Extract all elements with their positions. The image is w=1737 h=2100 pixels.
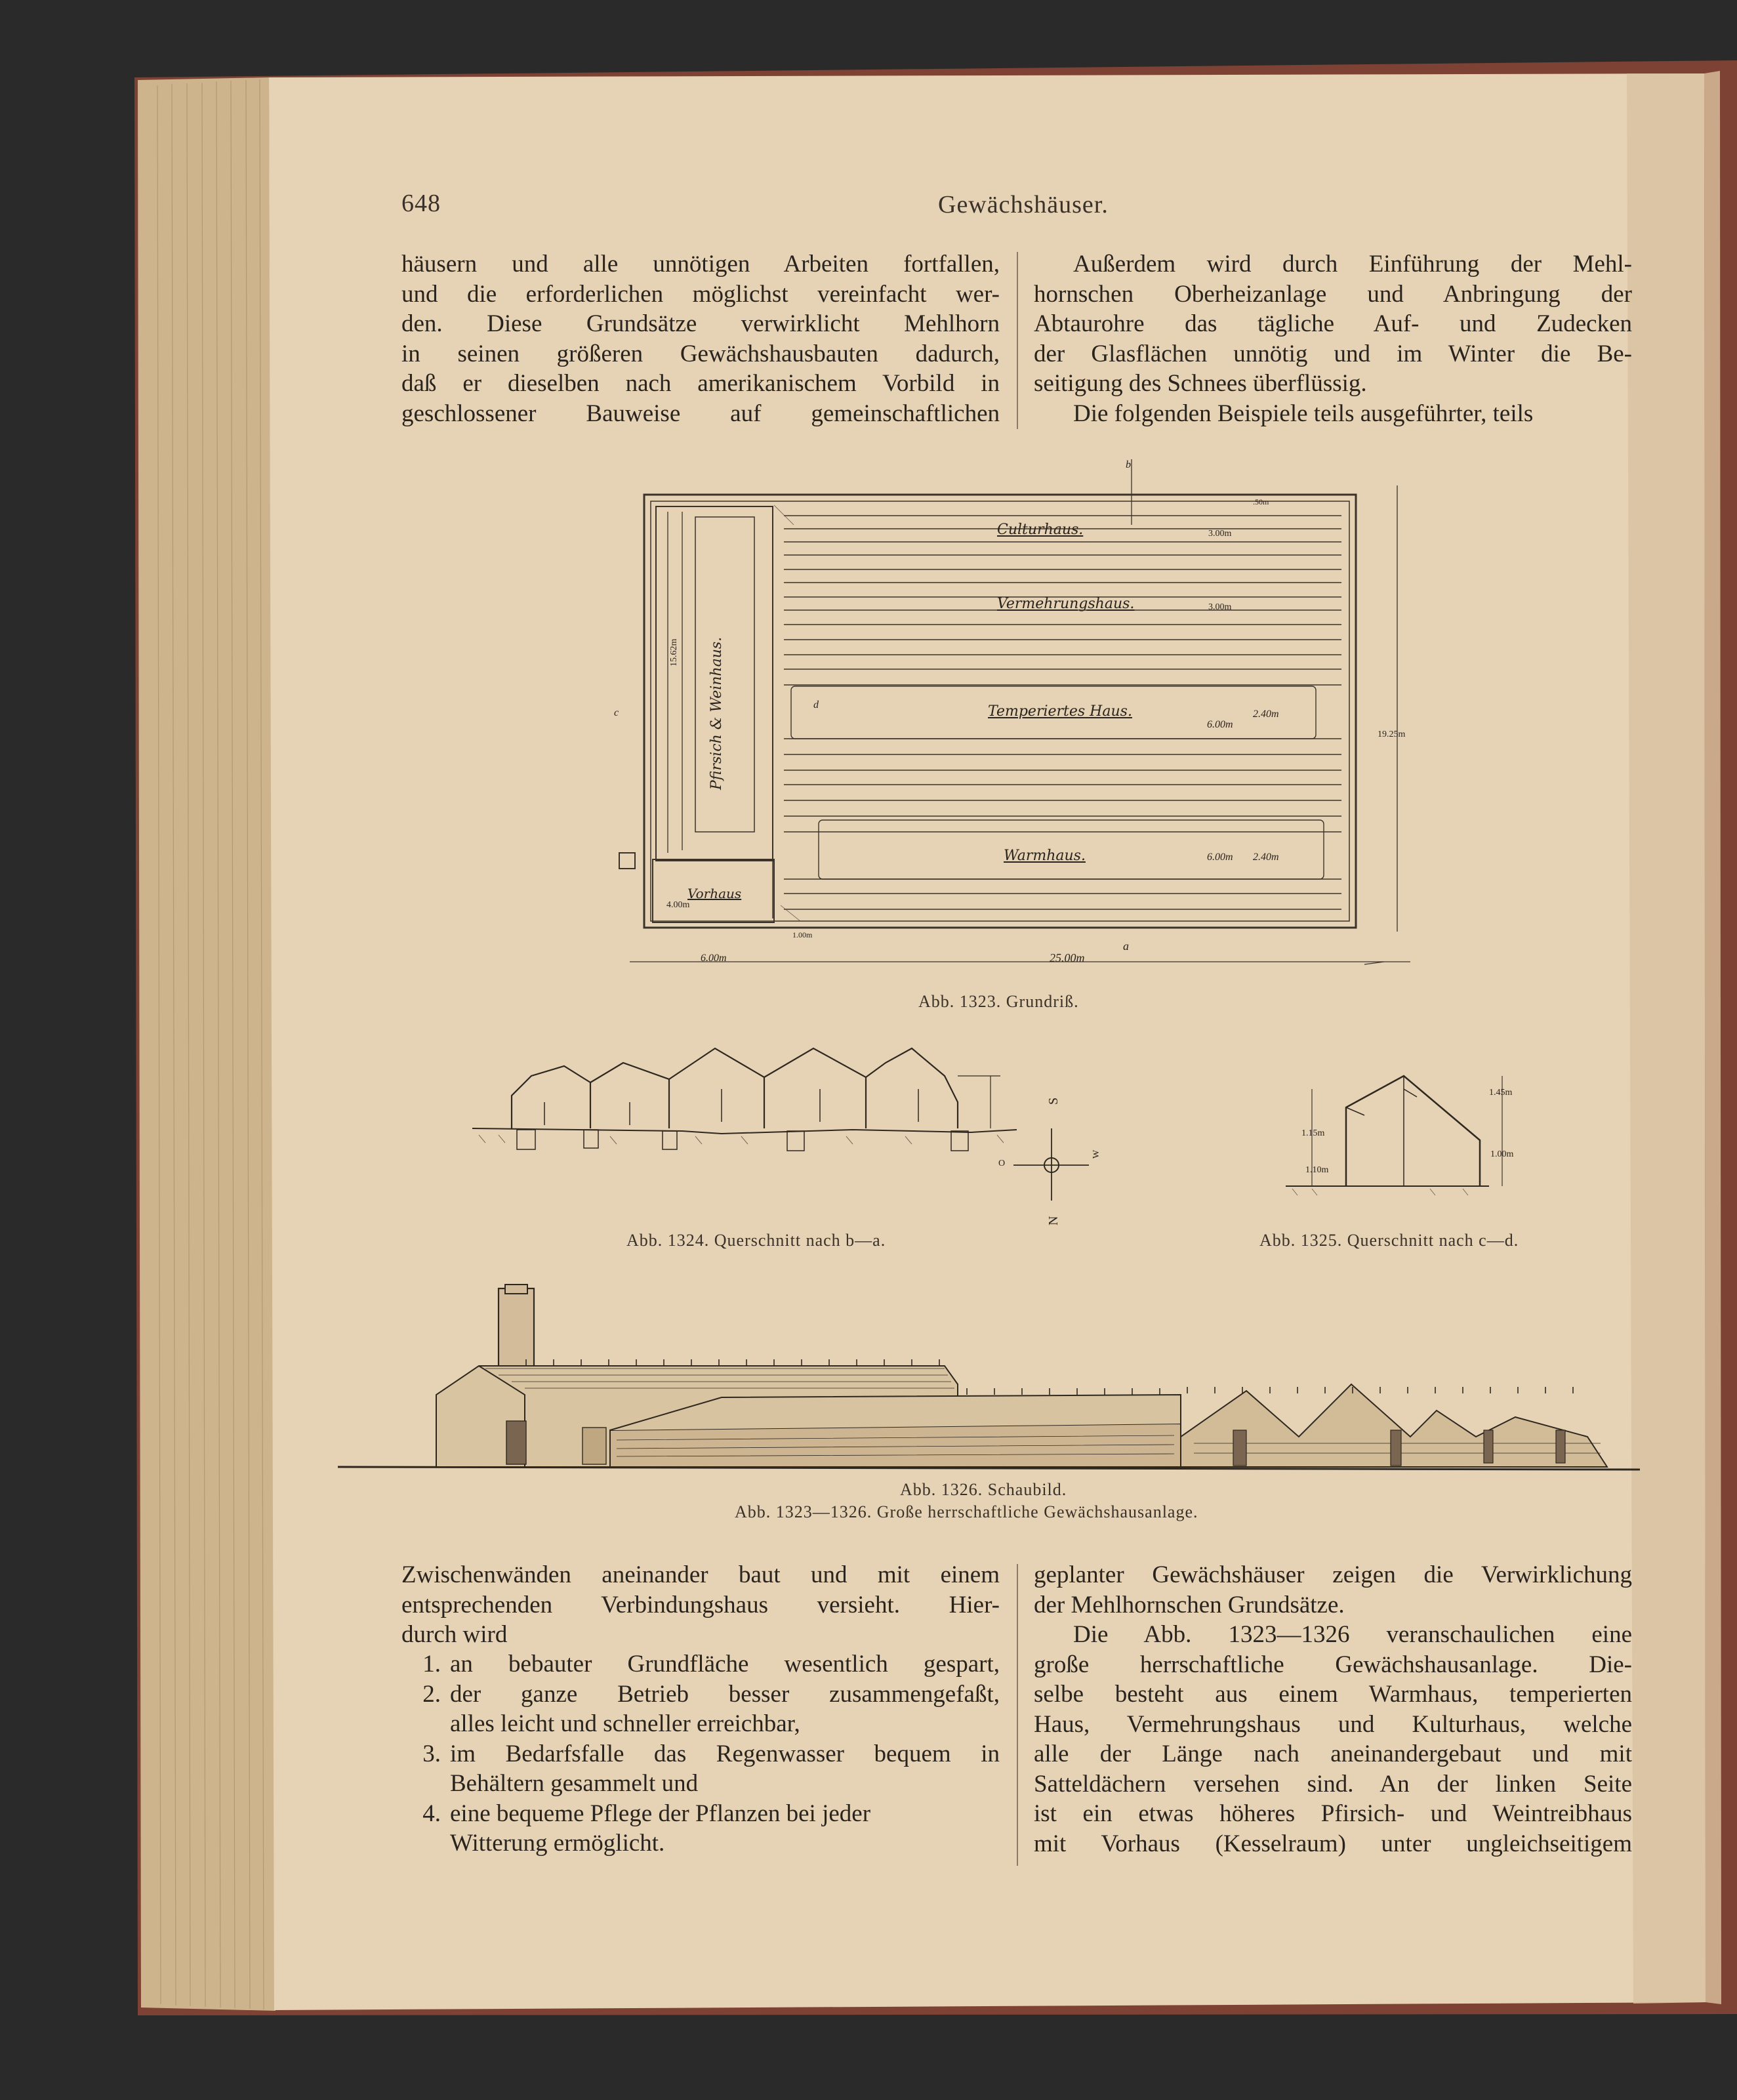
list-item — [401, 1799, 1000, 1829]
text-line: Satteldächern versehen sind. An der linken Seite — [1034, 1770, 1632, 1798]
list-item-text: im Bedarfsfalle das Regenwasser bequem in — [450, 1740, 1000, 1767]
list-item-number — [401, 1709, 450, 1739]
compass-n: N — [1046, 1216, 1061, 1225]
text-line: und die erforderlichen möglichst vereinfacht wer- — [401, 280, 1000, 308]
perspective-door-1 — [506, 1421, 526, 1464]
plan-label-pfirsich-house: Pfirsich & Weinhaus. — [708, 636, 725, 790]
list-item — [401, 1769, 1000, 1799]
numbered-list — [401, 1649, 1000, 1859]
plan-label-culturhaus: Culturhaus. — [997, 522, 1084, 538]
text-line: selbe besteht aus einem Warmhaus, temperierten — [1034, 1681, 1632, 1708]
plan-dim-240-b: 2.40m — [1253, 852, 1279, 863]
text-line: große herrschaftliche Gewächshausanlage. Die- — [1034, 1651, 1632, 1678]
list-item-number — [401, 1769, 450, 1799]
list-item — [401, 1828, 1000, 1859]
perspective-door-5 — [1484, 1430, 1493, 1463]
plan-dim-100: 1.00m — [792, 930, 813, 939]
compass-o: O — [998, 1159, 1006, 1168]
text-line: ist ein etwas höheres Pfirsich- und Weintreibhaus — [1034, 1800, 1632, 1827]
list-item-number: 4. — [422, 1800, 441, 1827]
list-item — [401, 1679, 1000, 1710]
column-rule-bottom — [1017, 1564, 1018, 1866]
text-line: Abtaurohre das tägliche Auf- und Zudecken — [1034, 310, 1632, 337]
plan-letter-c: c — [614, 707, 619, 718]
list-item — [401, 1739, 1000, 1769]
perspective-chimney — [499, 1288, 534, 1367]
caption-abb-1326: Abb. 1326. Schaubild. — [900, 1480, 1067, 1499]
list-item-text: der ganze Betrieb besser zusammengefaßt, — [450, 1680, 1000, 1708]
list-item-number: 1. — [422, 1651, 441, 1678]
plan-dim-1925: 19.25m — [1378, 730, 1406, 739]
list-item-text: eine bequeme Pflege der Pflanzen bei jeder — [450, 1800, 871, 1827]
plan-label-vermehrungshaus: Vermehrungshaus. — [997, 596, 1135, 612]
plan-dim-050: .50m — [1253, 497, 1269, 506]
text-line: geschlossener Bauweise auf gemeinschaftlichen — [401, 400, 1000, 427]
plan-dim-300-b: 3.00m — [1208, 602, 1232, 612]
text-line: Die folgenden Beispiele teils ausgeführter, teils — [1073, 400, 1534, 427]
caption-abb-1324: Abb. 1324. Querschnitt nach b—a. — [626, 1231, 886, 1250]
section-1325-dim-110: 1.10m — [1305, 1165, 1329, 1175]
plan-label-vorhaus: Vorhaus — [687, 886, 742, 901]
section-1325-dim-145: 1.45m — [1489, 1088, 1513, 1098]
list-item-text: Witterung ermöglicht. — [450, 1830, 665, 1857]
text-line: in seinen größeren Gewächshausbauten dadurch, — [401, 340, 1000, 367]
caption-abb-1323: Abb. 1323. Grundriß. — [918, 992, 1079, 1011]
list-item-number: 3. — [422, 1740, 441, 1767]
plan-dim-vorhaus: 4.00m — [666, 900, 690, 910]
plan-dim-300-a: 3.00m — [1208, 529, 1232, 539]
text-line: der Glasflächen unnötig und im Winter die Be- — [1034, 340, 1632, 367]
text-line: Die Abb. 1323—1326 veranschaulichen eine — [1073, 1621, 1632, 1648]
page-number: 648 — [401, 190, 441, 217]
text-line: hornschen Oberheizanlage und Anbringung der — [1034, 280, 1632, 308]
text-line: seitigung des Schnees überflüssig. — [1034, 370, 1367, 397]
list-item-text: alles leicht und schneller erreichbar, — [450, 1710, 800, 1737]
text-line: der Mehlhornschen Grundsätze. — [1034, 1591, 1345, 1618]
text-line: durch wird — [401, 1621, 508, 1648]
plan-dim-1562: 15.62m — [669, 638, 679, 667]
list-item-number: 2. — [422, 1680, 441, 1708]
plan-label-temperiertes-haus: Temperiertes Haus. — [988, 703, 1132, 720]
perspective-door-6 — [1556, 1430, 1565, 1463]
list-item-number — [401, 1828, 450, 1859]
column-bottom-right — [1034, 1560, 1632, 1859]
text-line: daß er dieselben nach amerikanischem Vorbild in — [401, 370, 1000, 397]
plan-letter-a: a — [1123, 939, 1129, 953]
caption-group: Abb. 1323—1326. Große herrschaftliche Gewächshausanlage. — [735, 1502, 1198, 1521]
text-line: geplanter Gewächshäuser zeigen die Verwirklichung — [1034, 1561, 1632, 1588]
column-bottom-left — [401, 1560, 1000, 1650]
section-1325-dim-100: 1.00m — [1490, 1149, 1514, 1159]
text-line: mit Vorhaus (Kesselraum) unter ungleichseitigem — [1034, 1830, 1632, 1857]
perspective-door-2 — [582, 1428, 606, 1464]
plan-dim-240-a: 2.40m — [1253, 709, 1279, 720]
text-line: Haus, Vermehrungshaus und Kulturhaus, welche — [1034, 1710, 1632, 1738]
list-item — [401, 1709, 1000, 1739]
caption-abb-1325: Abb. 1325. Querschnitt nach c—d. — [1259, 1231, 1519, 1250]
compass-w: W — [1092, 1149, 1101, 1159]
plan-letter-d: d — [813, 699, 819, 710]
plan-dim-2500: 25.00m — [1050, 951, 1085, 964]
list-item-text: an bebauter Grundfläche wesentlich gespart, — [450, 1651, 1000, 1678]
plan-dim-600-b: 6.00m — [1207, 852, 1233, 863]
text-line: Außerdem wird durch Einführung der Mehl- — [1073, 251, 1632, 278]
text-line: den. Diese Grundsätze verwirklicht Mehlhorn — [401, 310, 1000, 337]
text-line: Zwischenwänden aneinander baut und mit einem — [401, 1561, 1000, 1588]
plan-dim-600-bottom: 6.00m — [701, 953, 727, 964]
perspective-door-3 — [1233, 1430, 1246, 1466]
text-line: häusern und alle unnötigen Arbeiten fortfallen, — [401, 251, 1000, 278]
plan-dim-600-a: 6.00m — [1207, 719, 1233, 730]
text-line: alle der Länge nach aneinandergebaut und mit — [1034, 1740, 1632, 1767]
text-line: entsprechenden Verbindungshaus versieht. Hier- — [401, 1591, 1000, 1618]
list-item — [401, 1649, 1000, 1679]
running-title: Gewächshäuser. — [938, 191, 1109, 218]
perspective-door-4 — [1391, 1430, 1401, 1466]
plan-label-warmhaus: Warmhaus. — [1004, 848, 1086, 864]
section-1325-dim-115: 1.15m — [1301, 1128, 1325, 1138]
list-item-text: Behältern gesammelt und — [450, 1770, 699, 1797]
plan-letter-b: b — [1126, 459, 1131, 470]
compass-s: S — [1046, 1097, 1061, 1105]
